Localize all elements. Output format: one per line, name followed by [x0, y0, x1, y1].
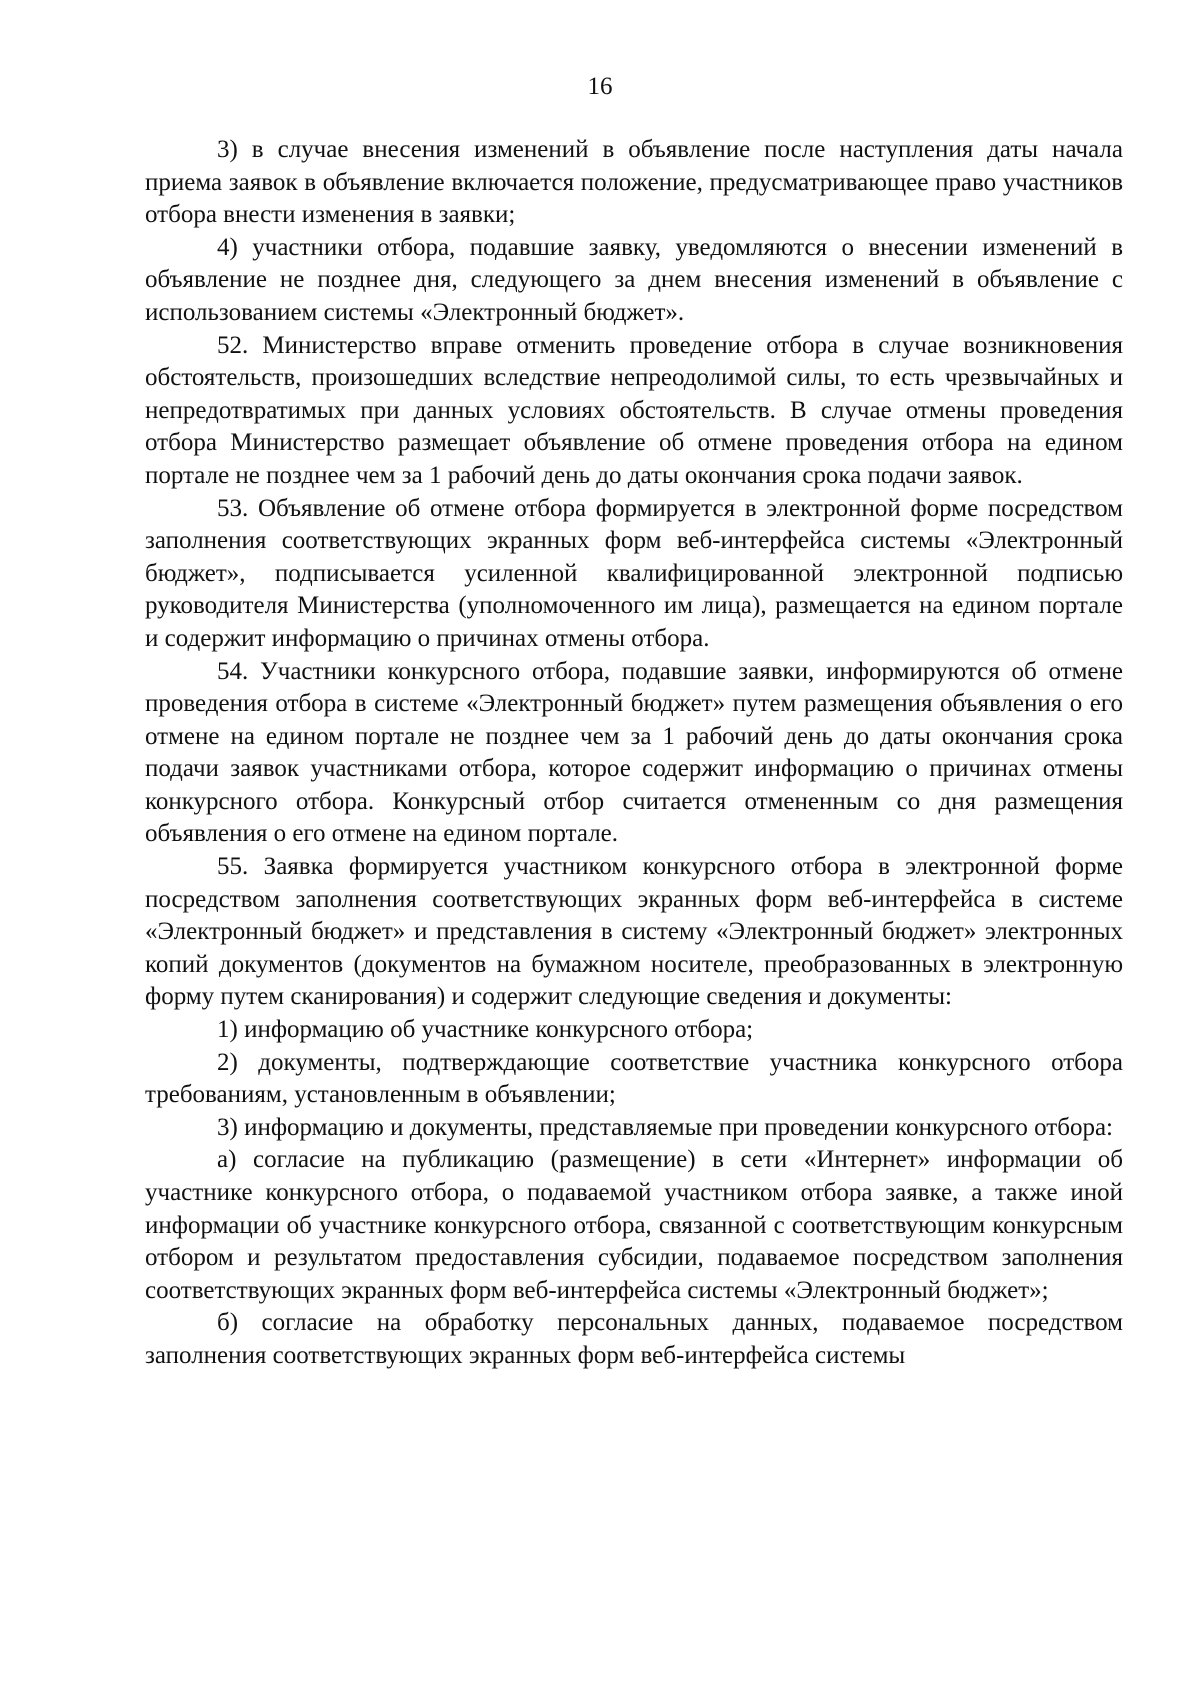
paragraph: 55. Заявка формируется участником конкурсного отбора в электронной форме посредством заполнения соответствующих экранных форм веб-интерфейса в системе «Электронный бюджет» и представления в систему «Электронный бюджет» электронных копий документов (документов на бумажном носителе, преобразованных в электронную форму путем сканирования) и содержит следующие сведения и документы: — [145, 853, 1123, 1011]
document-body — [145, 134, 1123, 1373]
paragraph: б) согласие на обработку персональных данных, подаваемое посредством заполнения соответствующих экранных форм веб-интерфейса системы — [145, 1309, 1123, 1369]
page-number: 16 — [587, 73, 613, 100]
paragraph: 4) участники отбора, подавшие заявку, уведомляются о внесении изменений в объявление не позднее дня, следующего за днем внесения изменений в объявление с использованием системы «Электронный бюджет». — [145, 233, 1123, 326]
paragraph: 52. Министерство вправе отменить проведение отбора в случае возникновения обстоятельств, произошедших вследствие непреодолимой силы, то есть чрезвычайных и непредотвратимых при данных условиях обстоятельств. В случае отмены проведения отбора Министерство размещает объявление об отмене проведения отбора на едином портале не позднее чем за 1 рабочий день до даты окончания срока подачи заявок. — [145, 331, 1123, 489]
paragraph: 3) в случае внесения изменений в объявление после наступления даты начала приема заявок в объявление включается положение, предусматривающее право участников отбора внести изменения в заявки; — [145, 136, 1123, 229]
paragraph: 54. Участники конкурсного отбора, подавшие заявки, информируются об отмене проведения отбора в системе «Электронный бюджет» путем размещения объявления о его отмене на едином портале не позднее чем за 1 рабочий день до даты окончания срока подачи заявок участниками отбора, которое содержит информацию о причинах отмены конкурсного отбора. Конкурсный отбор считается отмененным со дня размещения объявления о его отмене на едином портале. — [145, 657, 1123, 848]
paragraph: 2) документы, подтверждающие соответствие участника конкурсного отбора требованиям, установленным в объявлении; — [145, 1048, 1123, 1109]
paragraph: 53. Объявление об отмене отбора формируется в электронной форме посредством заполнения соответствующих экранных форм веб-интерфейса системы «Электронный бюджет», подписывается усиленной квалифицированной электронной подписью руководителя Министерства (уполномоченного им лица), размещается на едином портале и содержит информацию о причинах отмены отбора. — [145, 494, 1123, 652]
paragraph: а) согласие на публикацию (размещение) в сети «Интернет» информации об участнике конкурсного отбора, о подаваемой участником отбора заявке, а также иной информации об участнике конкурсного отбора, связанной с соответствующим конкурсным отбором и результатом предоставления субсидии, подаваемое посредством заполнения соответствующих экранных форм веб-интерфейса системы «Электронный бюджет»; — [145, 1146, 1123, 1304]
paragraph: 1) информацию об участнике конкурсного отбора; — [217, 1016, 754, 1044]
paragraph: 3) информацию и документы, представляемые при проведении конкурсного отбора: — [217, 1113, 1113, 1141]
